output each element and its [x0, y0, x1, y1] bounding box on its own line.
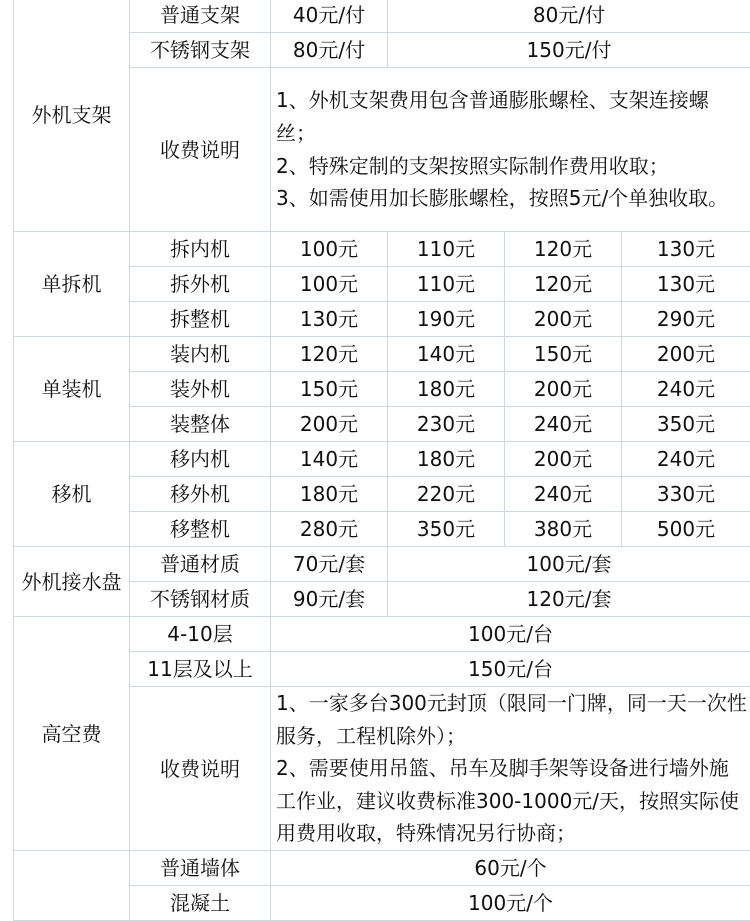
table-row	[14, 337, 750, 372]
price-cell: 140元	[388, 337, 505, 372]
category-cell: 单拆机	[14, 232, 130, 337]
price-cell: 120元	[505, 232, 622, 267]
price-table	[13, 0, 750, 921]
price-cell: 100元	[271, 232, 388, 267]
item-cell: 装整体	[130, 407, 271, 442]
item-cell: 装外机	[130, 372, 271, 407]
price-cell: 110元	[388, 232, 505, 267]
price-cell: 230元	[388, 407, 505, 442]
item-cell: 拆整机	[130, 302, 271, 337]
item-cell: 不锈钢材质	[130, 582, 271, 617]
price-cell: 100元/个	[271, 886, 750, 921]
note-label-cell: 收费说明	[130, 68, 271, 232]
price-cell: 350元	[388, 512, 505, 547]
category-cell: 单装机	[14, 337, 130, 442]
price-cell: 100元/台	[271, 617, 750, 652]
price-cell: 110元	[388, 267, 505, 302]
table-row	[14, 0, 750, 33]
price-cell: 240元	[622, 442, 750, 477]
table-row	[14, 851, 750, 886]
item-cell: 11层及以上	[130, 652, 271, 687]
price-cell: 70元/套	[271, 547, 388, 582]
table-row	[14, 617, 750, 652]
price-cell: 290元	[622, 302, 750, 337]
price-cell: 200元	[505, 302, 622, 337]
price-cell: 80元/付	[271, 33, 388, 68]
item-cell: 移内机	[130, 442, 271, 477]
price-cell: 350元	[622, 407, 750, 442]
category-cell: 外机支架	[14, 0, 130, 232]
price-cell: 330元	[622, 477, 750, 512]
item-cell: 普通支架	[130, 0, 271, 33]
price-cell: 60元/个	[271, 851, 750, 886]
category-cell: 高空费	[14, 617, 130, 851]
note-label-cell: 收费说明	[130, 687, 271, 851]
price-cell: 200元	[505, 372, 622, 407]
item-cell: 拆内机	[130, 232, 271, 267]
price-cell: 100元	[271, 267, 388, 302]
price-cell: 180元	[388, 442, 505, 477]
price-cell: 220元	[388, 477, 505, 512]
price-cell: 40元/付	[271, 0, 388, 33]
price-cell: 90元/套	[271, 582, 388, 617]
note-cell: 1、一家多台300元封顶（限同一门牌，同一天一次性服务，工程机除外）； 2、需要使用吊篮、吊车及脚手架等设备进行墙外施工作业，建议收费标准300-1000元/天，按照实际使用费用收取，特殊情况另行协商；	[271, 687, 750, 851]
item-cell: 普通材质	[130, 547, 271, 582]
price-cell: 100元/套	[388, 547, 750, 582]
price-cell: 200元	[271, 407, 388, 442]
price-cell: 280元	[271, 512, 388, 547]
price-cell: 150元/付	[388, 33, 750, 68]
price-cell: 120元	[271, 337, 388, 372]
note-cell: 1、外机支架费用包含普通膨胀螺栓、支架连接螺丝； 2、特殊定制的支架按照实际制作费用收取； 3、如需使用加长膨胀螺栓，按照5元/个单独收取。	[271, 68, 750, 232]
price-cell: 190元	[388, 302, 505, 337]
price-cell: 150元/台	[271, 652, 750, 687]
item-cell: 普通墙体	[130, 851, 271, 886]
table-row	[14, 232, 750, 267]
item-cell: 不锈钢支架	[130, 33, 271, 68]
item-cell: 移外机	[130, 477, 271, 512]
item-cell: 混凝土	[130, 886, 271, 921]
item-cell: 移整机	[130, 512, 271, 547]
price-cell: 180元	[271, 477, 388, 512]
price-cell: 140元	[271, 442, 388, 477]
price-cell: 120元/套	[388, 582, 750, 617]
price-cell: 150元	[271, 372, 388, 407]
price-cell: 200元	[505, 442, 622, 477]
price-cell: 240元	[505, 477, 622, 512]
category-cell	[14, 851, 130, 921]
price-cell: 180元	[388, 372, 505, 407]
category-cell: 外机接水盘	[14, 547, 130, 617]
price-cell: 130元	[622, 267, 750, 302]
price-cell: 240元	[622, 372, 750, 407]
price-cell: 120元	[505, 267, 622, 302]
item-cell: 4-10层	[130, 617, 271, 652]
table-row	[14, 547, 750, 582]
price-cell: 150元	[505, 337, 622, 372]
price-cell: 240元	[505, 407, 622, 442]
item-cell: 拆外机	[130, 267, 271, 302]
price-cell: 380元	[505, 512, 622, 547]
price-cell: 500元	[622, 512, 750, 547]
price-cell: 200元	[622, 337, 750, 372]
price-cell: 130元	[271, 302, 388, 337]
item-cell: 装内机	[130, 337, 271, 372]
price-cell: 80元/付	[388, 0, 750, 33]
price-cell: 130元	[622, 232, 750, 267]
category-cell: 移机	[14, 442, 130, 547]
table-row	[14, 442, 750, 477]
